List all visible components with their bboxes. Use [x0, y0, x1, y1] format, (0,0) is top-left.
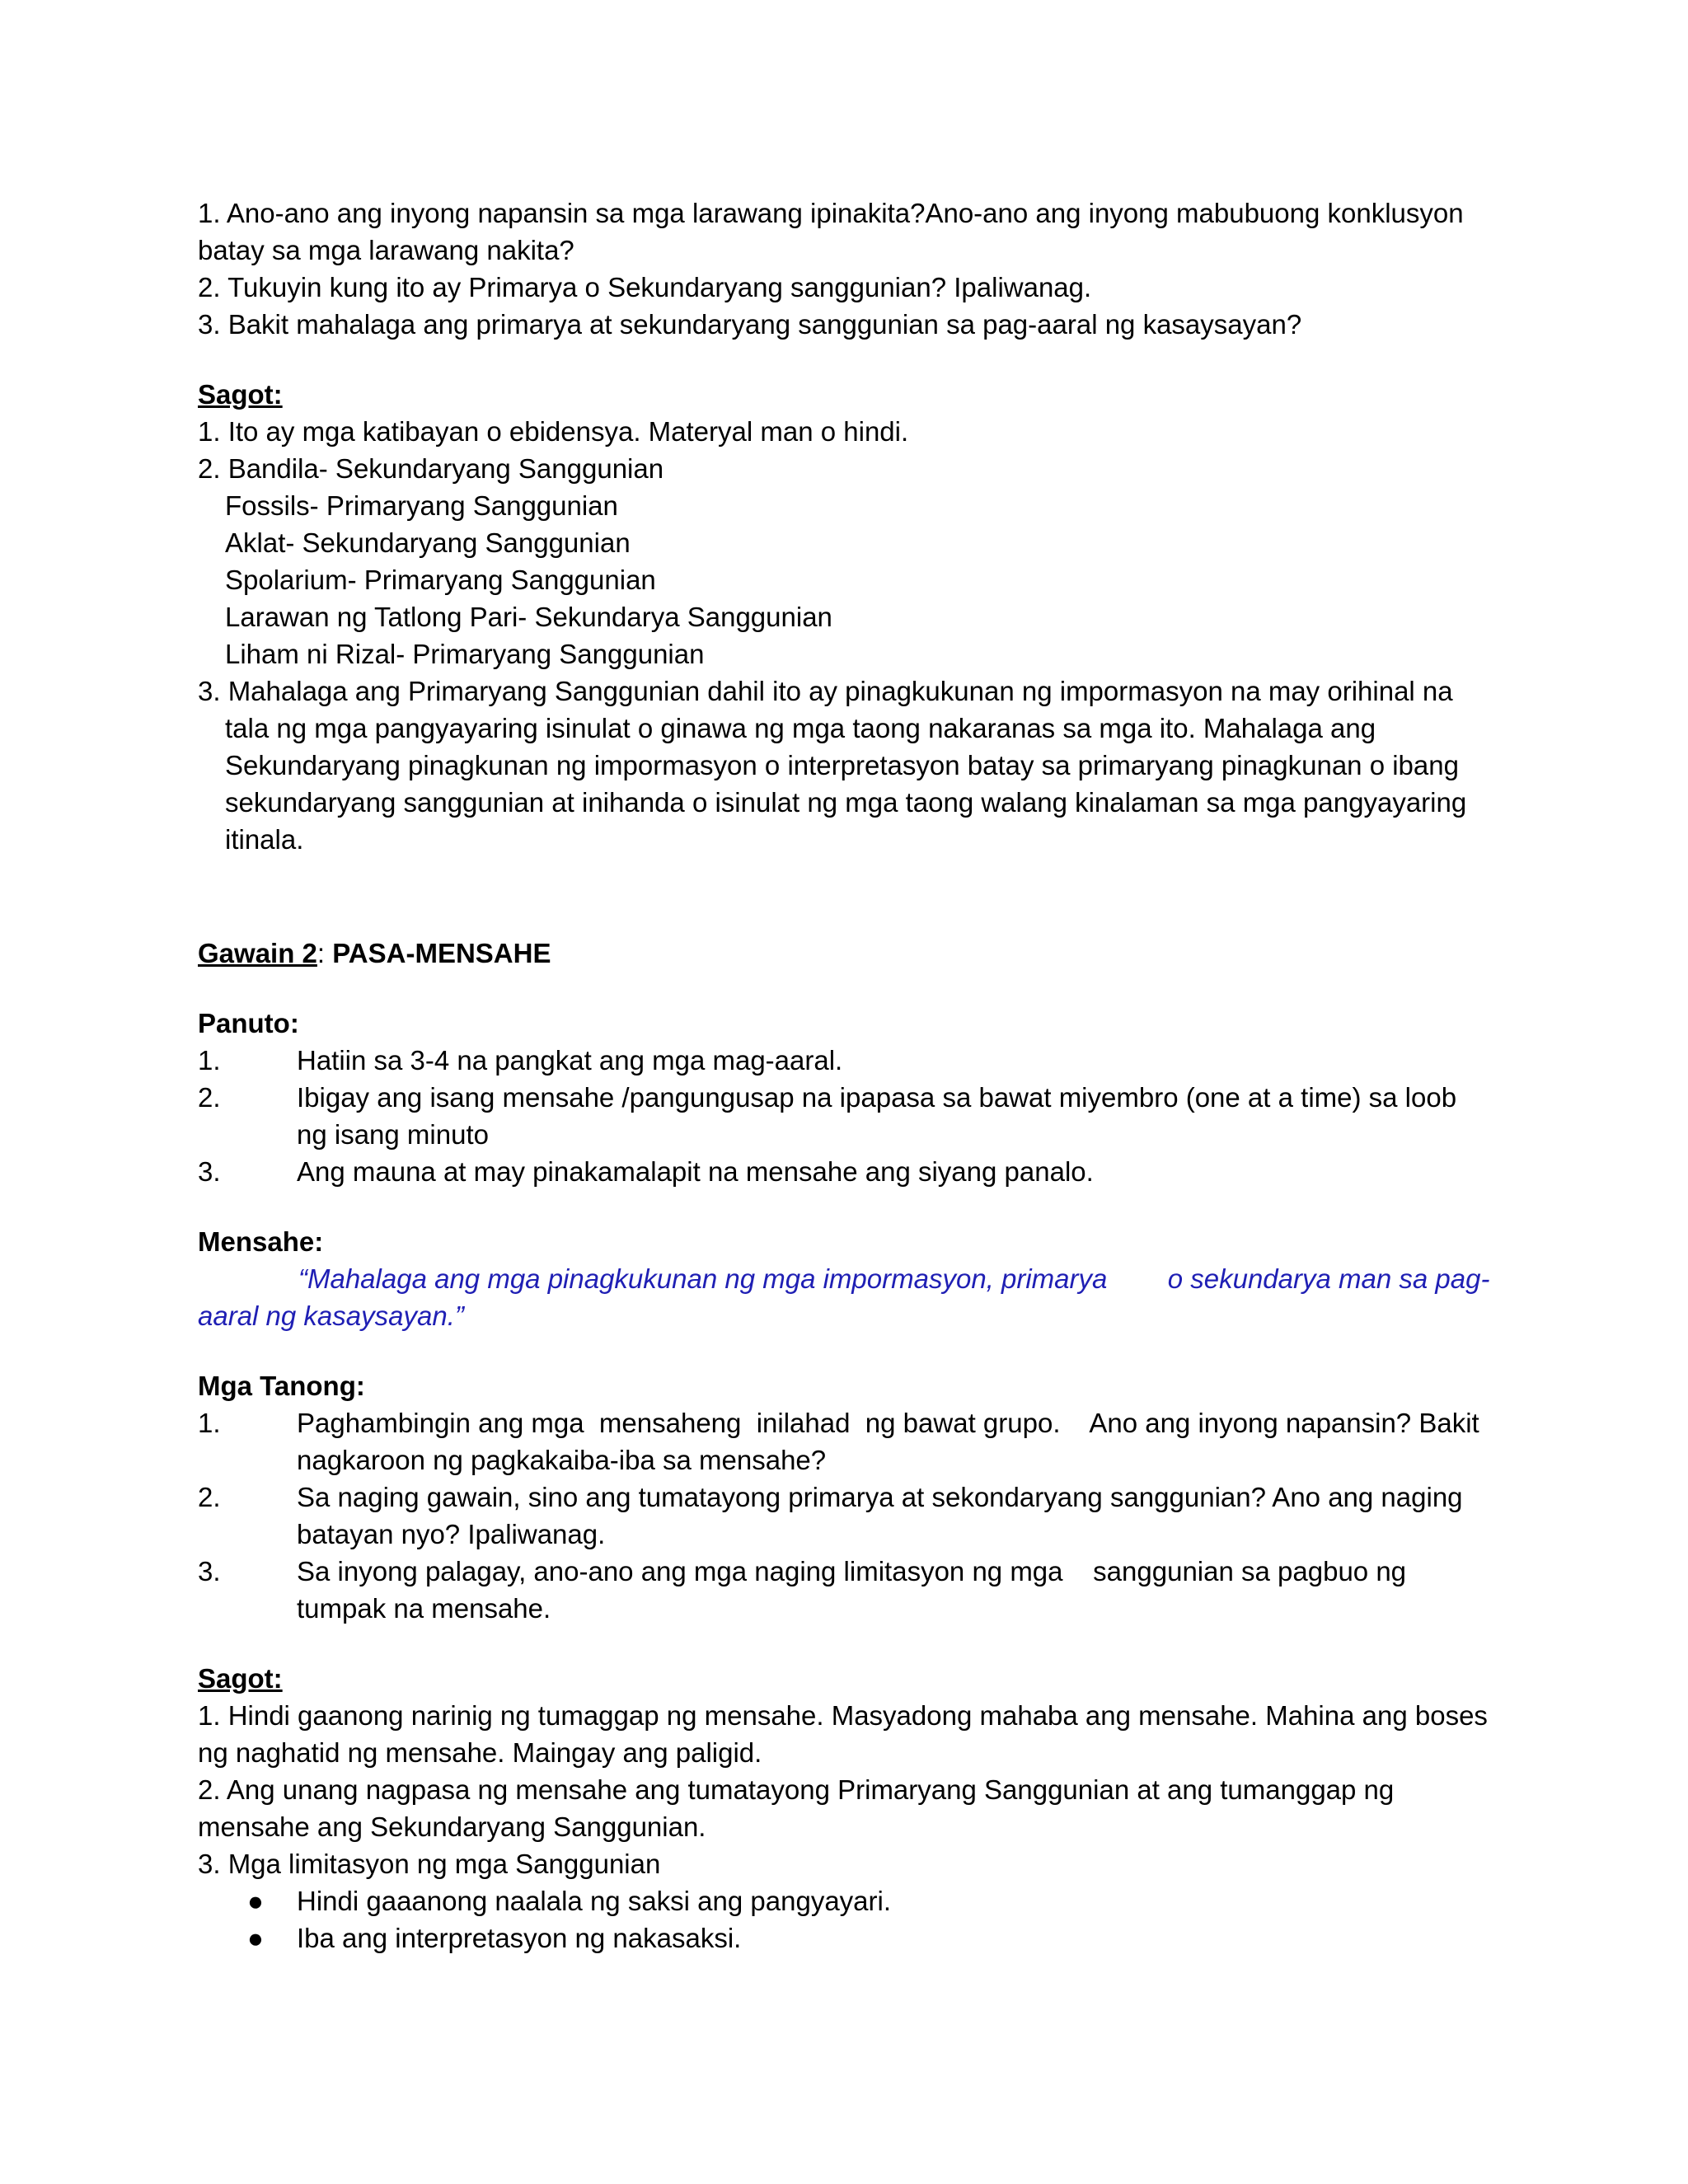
bullet-item — [198, 1882, 1490, 1919]
item-text: Sa inyong palagay, ano-ano ang mga naging limitasyon ng mga sanggunian sa pagbuo ng tumpak na mensahe. — [297, 1556, 1414, 1624]
item-text: Ang mauna at may pinakamalapit na mensahe ang siyang panalo. — [297, 1156, 1094, 1187]
gawain-2-heading — [198, 935, 1490, 972]
answer-2-item: Larawan ng Tatlong Pari- Sekundarya Sanggunian — [225, 602, 832, 632]
item-number: 3. — [198, 1156, 221, 1187]
gawain-label: Gawain 2 — [198, 938, 317, 968]
tanong-item — [198, 1404, 1490, 1479]
item-number: 1. — [198, 1408, 221, 1438]
answer-2-item: Liham ni Rizal- Primaryang Sanggunian — [225, 639, 705, 669]
answer-2-item: Fossils- Primaryang Sanggunian — [225, 490, 618, 521]
item-text: Ibigay ang isang mensahe /pangungusap na ipapasa sa bawat miyembro (one at a time) sa loob ng isang minuto — [297, 1082, 1457, 1150]
panuto-heading: Panuto: — [198, 1008, 299, 1038]
item-text: Paghambingin ang mga mensaheng inilahad ng bawat grupo. Ano ang inyong napansin? Bakit nagkaroon ng pagkakaiba-iba sa mensahe? — [297, 1408, 1487, 1475]
bullet-text: Hindi gaaanong naalala ng saksi ang pangyayari. — [297, 1886, 892, 1916]
bullet-item — [198, 1919, 1490, 1957]
answer-1: 1. Ito ay mga katibayan o ebidensya. Materyal man o hindi. — [198, 416, 909, 447]
answer-2: 2. Bandila- Sekundaryang Sanggunian — [198, 453, 664, 484]
questions-section — [198, 194, 1490, 343]
item-number: 2. — [198, 1482, 221, 1512]
mensahe-heading: Mensahe: — [198, 1226, 324, 1257]
tanong-heading: Mga Tanong: — [198, 1371, 365, 1401]
item-number: 1. — [198, 1045, 221, 1076]
tanong-item — [198, 1553, 1490, 1627]
gawain-2-section — [198, 935, 1490, 1627]
sagot-heading: Sagot: — [198, 379, 283, 410]
question-3: 3. Bakit mahalaga ang primarya at sekundaryang sanggunian sa pag-aaral ng kasaysayan? — [198, 309, 1302, 340]
mensahe-text: “Mahalaga ang mga pinagkukunan ng mga impormasyon, primarya o sekundarya man sa pag-aaral ng kasaysayan.” — [198, 1263, 1490, 1331]
item-number: 2. — [198, 1082, 221, 1113]
question-1: 1. Ano-ano ang inyong napansin sa mga larawang ipinakita?Ano-ano ang inyong mabubuong konklusyon batay sa mga larawang nakita? — [198, 198, 1464, 265]
panuto-item — [198, 1153, 1490, 1190]
item-text: Hatiin sa 3-4 na pangkat ang mga mag-aaral. — [297, 1045, 843, 1076]
item-number: 3. — [198, 1556, 221, 1586]
question-2: 2. Tukuyin kung ito ay Primarya o Sekundaryang sanggunian? Ipaliwanag. — [198, 272, 1092, 302]
bullet-icon: ● — [247, 1886, 264, 1916]
sagot-heading: Sagot: — [198, 1663, 283, 1694]
answer-2-item: Aklat- Sekundaryang Sanggunian — [225, 527, 631, 558]
bullet-text: Iba ang interpretasyon ng nakasaksi. — [297, 1923, 742, 1953]
answer-1: 1. Hindi gaanong narinig ng tumaggap ng mensahe. Masyadong mahaba ang mensahe. Mahina ang boses ng naghatid ng mensahe. Maingay ang paligid. — [198, 1700, 1488, 1768]
answer-3: 3. Mahalaga ang Primaryang Sanggunian dahil ito ay pinagkukunan ng impormasyon na may orihinal na tala ng mga pangyayaring isinulat o ginawa ng mga taong nakaranas sa mga ito. Mahalaga ang Sekundaryang pinagkunan ng impormasyon o interpretasyon batay sa primaryang pinagkunan o ibang sekundaryang sanggunian at inihanda o isinulat ng mga taong walang kinalaman sa mga pangyayaring itinala. — [198, 676, 1467, 855]
gawain-title: PASA-MENSAHE — [332, 938, 551, 968]
tanong-item — [198, 1479, 1490, 1553]
gawain-sep: : — [316, 938, 333, 968]
answer-3: 3. Mga limitasyon ng mga Sanggunian — [198, 1849, 661, 1879]
bullet-icon: ● — [247, 1923, 264, 1953]
sagot-section-1 — [198, 376, 1490, 858]
item-text: Sa naging gawain, sino ang tumatayong primarya at sekondaryang sanggunian? Ano ang naging batayan nyo? Ipaliwanag. — [297, 1482, 1463, 1549]
panuto-item — [198, 1042, 1490, 1079]
panuto-item — [198, 1079, 1490, 1153]
answer-2-item: Spolarium- Primaryang Sanggunian — [225, 565, 656, 595]
answer-2: 2. Ang unang nagpasa ng mensahe ang tumatayong Primaryang Sanggunian at ang tumanggap ng mensahe ang Sekundaryang Sanggunian. — [198, 1774, 1395, 1842]
sagot-section-2 — [198, 1660, 1490, 1957]
